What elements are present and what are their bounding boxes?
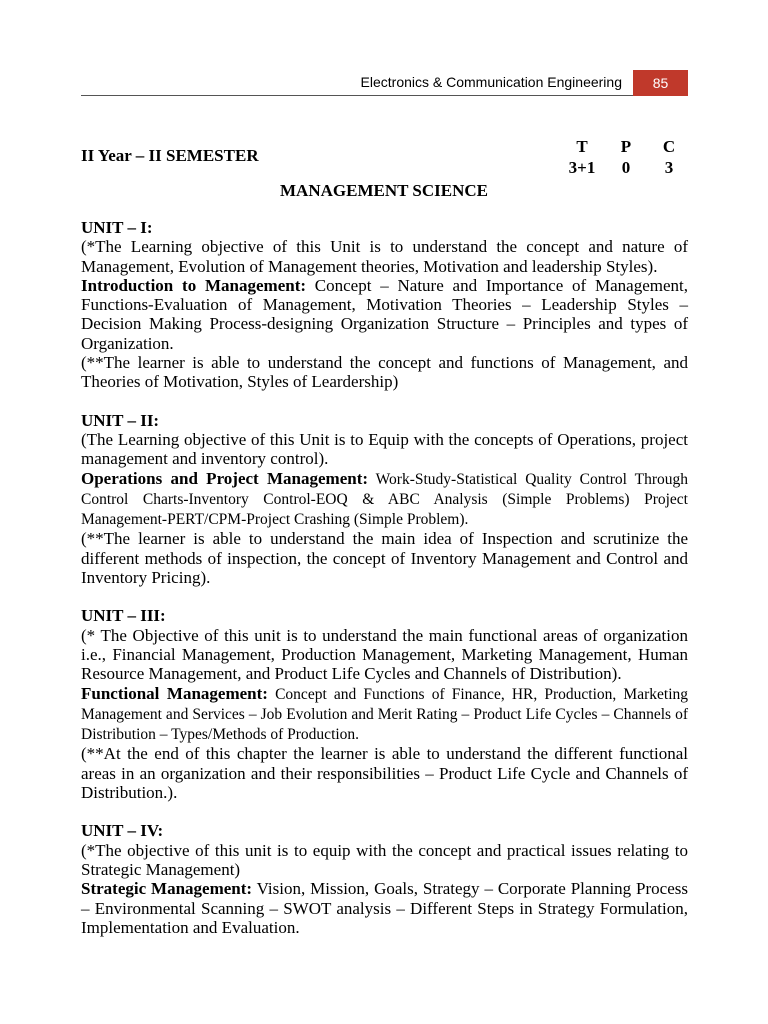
topic-heading: Strategic Management: <box>81 879 253 899</box>
unit-title: UNIT – III: <box>81 606 166 626</box>
unit-2 <box>81 411 688 588</box>
unit-objective: (*The objective of this unit is to equip with the concept and practical issues relating to Strategic Management) <box>81 840 688 879</box>
credits-header-t: T <box>576 137 588 156</box>
unit-1 <box>81 218 688 392</box>
credits-value-c: 3 <box>664 158 674 177</box>
credits-value-p: 0 <box>621 158 631 177</box>
header-title: Electronics & Communication Engineering <box>360 74 622 90</box>
credits-header-p: P <box>620 137 632 156</box>
unit-topics <box>81 469 688 530</box>
page-header <box>81 70 688 96</box>
syllabus-content <box>81 218 688 956</box>
topic-text: Vision, Mission, Goals, Strategy – Corporate Planning Process – Environmental Scanning – SWOT analysis – Different Steps in Strategy Formulation, Implementation and Evaluation. <box>81 879 689 937</box>
credits-header-c: C <box>662 137 676 156</box>
topic-text: Concept – Nature and Importance of Management, Functions-Evaluation of Management, Motivation Theories – Leadership Styles – Decision Making Process-designing Organization Structure – Principles and types of Organization. <box>81 275 688 353</box>
unit-outcome: (**The learner is able to understand the concept and functions of Management, and Theories of Motivation, Styles of Leardership) <box>81 353 688 392</box>
credits-table <box>562 137 688 179</box>
unit-4 <box>81 821 688 937</box>
unit-topics <box>81 276 688 353</box>
semester-label: II Year – II SEMESTER <box>81 146 259 165</box>
unit-3 <box>81 606 688 802</box>
topic-heading: Introduction to Management: <box>81 275 307 295</box>
topic-heading: Operations and Project Management: <box>81 468 369 488</box>
credits-header-row <box>562 137 688 158</box>
page-number-badge: 85 <box>633 70 688 96</box>
unit-title: UNIT – IV: <box>81 821 164 841</box>
topic-heading: Functional Management: <box>81 683 268 703</box>
credits-value-row <box>562 158 688 179</box>
unit-outcome: (**The learner is able to understand the main idea of Inspection and scrutinize the different methods of inspection, the concept of Inventory Management and Control and Inventory Pricing). <box>81 529 688 588</box>
header-rule <box>81 95 688 96</box>
topic-text: Concept and Functions of Finance, HR, Production, Marketing Management and Services – Job Evolution and Merit Rating – Product Life Cycles – Channels of Distribution – Types/Methods of Production. <box>81 685 688 744</box>
credits-value-t: 3+1 <box>568 158 596 177</box>
unit-title: UNIT – II: <box>81 410 160 430</box>
unit-objective: (* The Objective of this unit is to understand the main functional areas of organization i.e., Financial Management, Production Management, Marketing Management, Human Resource Management, and Product Life Cycles and Channels of Distribution). <box>81 625 688 684</box>
unit-objective: (The Learning objective of this Unit is to Equip with the concepts of Operations, project management and inventory control). <box>81 429 688 469</box>
unit-topics <box>81 684 688 745</box>
unit-objective: (*The Learning objective of this Unit is to understand the concept and nature of Management, Evolution of Management theories, Motivation and leadership Styles). <box>81 237 688 276</box>
unit-topics <box>81 879 688 937</box>
unit-title: UNIT – I: <box>81 218 153 237</box>
topic-text: Work-Study-Statistical Quality Control Through Control Charts-Inventory Control-EOQ & ABC Analysis (Simple Problems) Project Management-PERT/CPM-Project Crashing (Simple Problem). <box>81 470 688 529</box>
course-title: MANAGEMENT SCIENCE <box>280 181 488 200</box>
unit-outcome: (**At the end of this chapter the learner is able to understand the different functional areas in an organization and their responsibilities – Product Life Cycle and Channels of Distribution.). <box>81 744 688 803</box>
